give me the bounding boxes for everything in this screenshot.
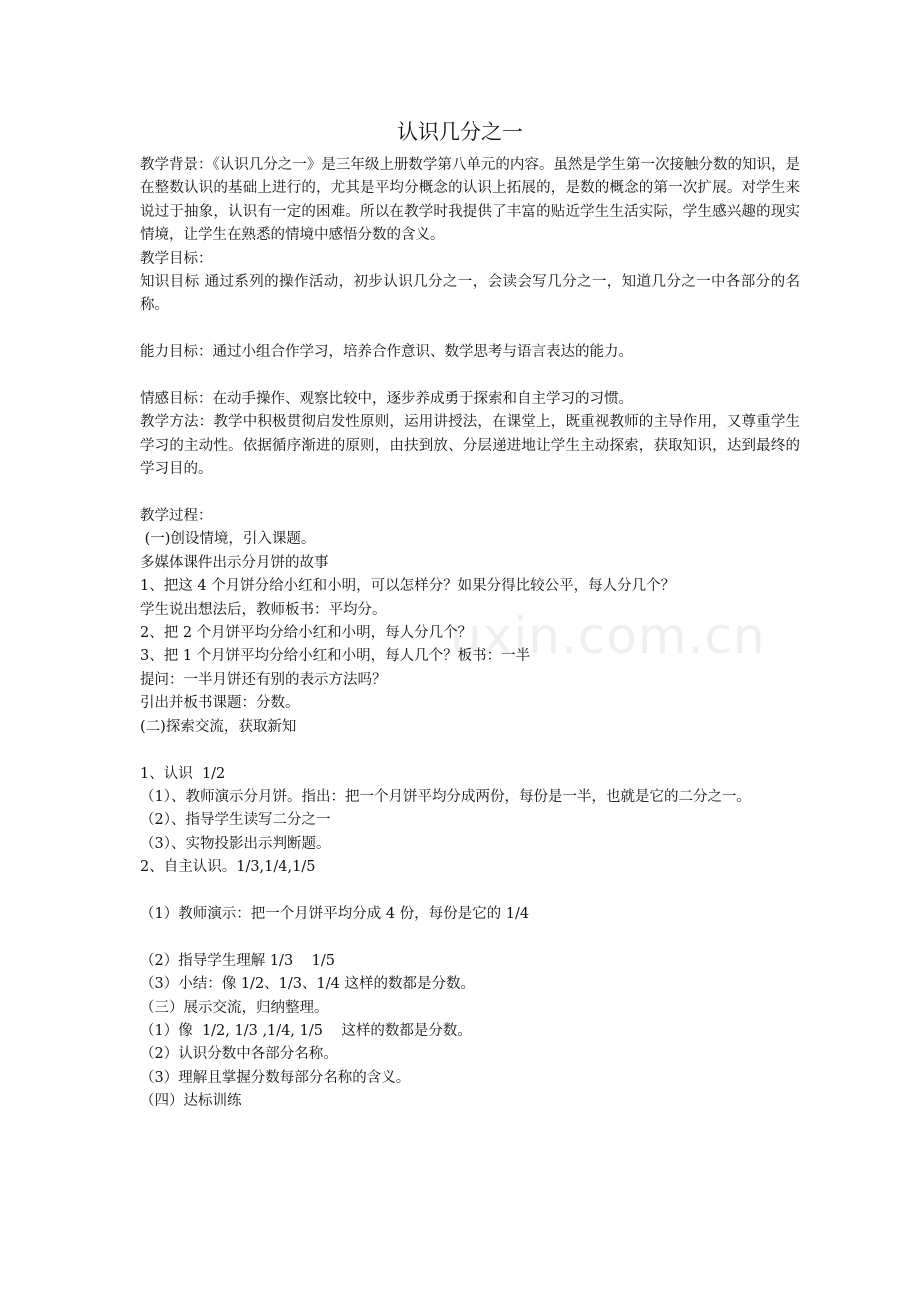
document-title: 认识几分之一	[397, 120, 523, 144]
blank-line	[140, 926, 800, 949]
section-three-heading: （三）展示交流，归纳整理。	[140, 999, 329, 1016]
blank-line	[140, 482, 800, 505]
heading-process: 教学过程：	[140, 508, 213, 525]
list-item: 学生说出想法后，教师板书：平均分。	[140, 601, 387, 618]
list-item: （2）认识分数中各部分名称。	[140, 1046, 338, 1063]
list-item: 多媒体课件出示分月饼的故事	[140, 554, 329, 571]
paragraph-ability-goal: 能力目标：通过小组合作学习，培养合作意识、数学思考与语言表达的能力。	[140, 344, 633, 361]
list-item: 提问：一半月饼还有别的表示方法吗？	[140, 671, 387, 688]
paragraph-background: 教学背景：《认识几分之一》是三年级上册数学第八单元的内容。虽然是学生第一次接触分数的知识，是在整数认识的基础上进行的，尤其是平均分概念的认识上拓展的，是数的概念的第一次扩展。对学生来说过于抽象，认识有一定的困难。所以在教学时我提供了丰富的贴近学生生活实际，学生感兴趣的现实情境，让学生在熟悉的情境中感悟分数的含义。	[140, 157, 800, 244]
list-item: （3）理解且掌握分数每部分名称的含义。	[140, 1069, 411, 1086]
paragraph-emotion-goal: 情感目标：在动手操作、观察比较中，逐步养成勇于探索和自主学习的习惯。	[140, 391, 633, 408]
heading-goals: 教学目标：	[140, 250, 213, 267]
list-item: 2、自主认识。1/3,1/4,1/5	[140, 859, 316, 876]
blank-line	[140, 739, 800, 762]
list-item: 引出并板书课题：分数。	[140, 695, 300, 712]
list-item: （3）、实物投影出示判断题。	[140, 835, 331, 852]
list-item: （1）教师演示：把一个月饼平均分成 4 份，每份是它的 1/4	[140, 905, 530, 922]
blank-line	[140, 880, 800, 903]
section-four-heading: （四）达标训练	[140, 1093, 242, 1110]
blank-line	[140, 365, 800, 388]
paragraph-knowledge-goal: 知识目标 通过系列的操作活动，初步认识几分之一，会读会写几分之一，知道几分之一中各部分的名称。	[140, 274, 800, 314]
list-item: 1、把这 4 个月饼分给小红和小明，可以怎样分？如果分得比较公平，每人分几个？	[140, 578, 676, 595]
list-item: 3、把 1 个月饼平均分给小红和小明，每人几个？板书：一半	[140, 648, 531, 665]
document-body	[140, 154, 800, 1114]
list-item: （2）、指导学生读写二分之一	[140, 812, 331, 829]
list-item: （1）像 1/2, 1/3 ,1/4, 1/5 这样的数都是分数。	[140, 1022, 472, 1039]
list-item: 2、把 2 个月饼平均分给小红和小明，每人分几个？	[140, 625, 473, 642]
section-two-heading: (二)探索交流，获取新知	[140, 718, 297, 735]
paragraph-method: 教学方法：教学中积极贯彻启发性原则，运用讲授法，在课堂上，既重视教师的主导作用，又尊重学生学习的主动性。依据循序渐进的原则，由扶到放、分层递进地让学生主动探索，获取知识，达到最终的学习目的。	[140, 414, 800, 478]
list-item: （3）小结：像 1/2、1/3、1/4 这样的数都是分数。	[140, 976, 475, 993]
list-item: 1、认识 1/2	[140, 765, 226, 782]
list-item: （2）指导学生理解 1/3 1/5	[140, 952, 335, 969]
watermark: uxin.com.cn	[450, 607, 766, 665]
list-item: （1）、教师演示分月饼。指出：把一个月饼平均分成两份，每份是一半，也就是它的二分之一。	[140, 788, 751, 805]
blank-line	[140, 318, 800, 341]
section-one-heading: (一)创设情境，引入课题。	[140, 531, 316, 548]
